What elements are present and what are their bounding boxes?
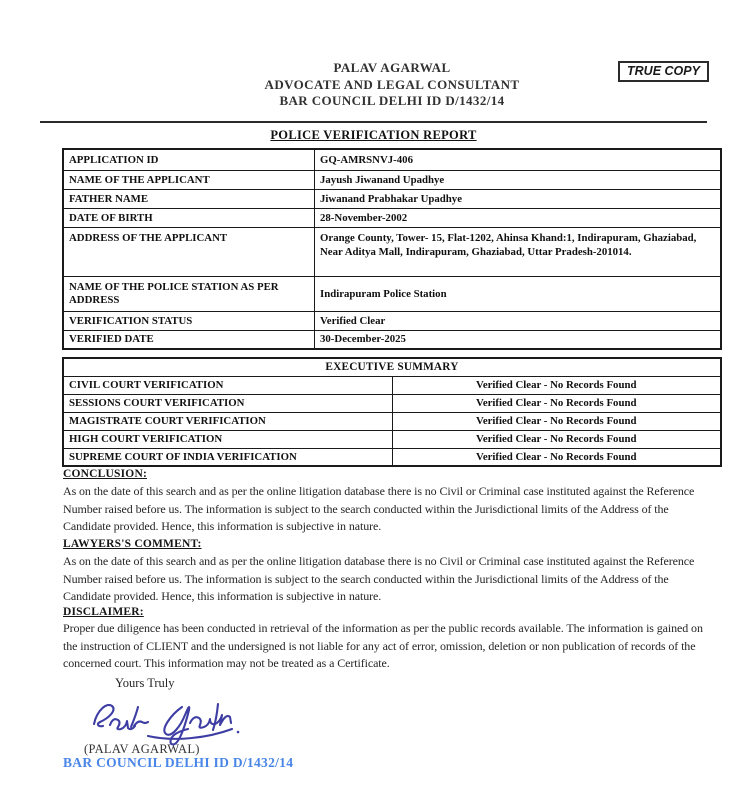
signature-ink-strokes	[90, 696, 258, 748]
signatory-name: (PALAV AGARWAL)	[84, 742, 200, 756]
conclusion-heading: CONCLUSION:	[63, 468, 147, 480]
row-label: DATE OF BIRTH	[63, 208, 315, 227]
row-value: Jayush Jiwanand Upadhye	[315, 170, 722, 189]
row-value: Verified Clear - No Records Found	[392, 376, 721, 394]
table-row	[63, 448, 721, 466]
row-label: SUPREME COURT OF INDIA VERIFICATION	[63, 448, 392, 466]
row-value: Verified Clear	[315, 311, 722, 330]
row-value: Orange County, Tower- 15, Flat-1202, Ahinsa Khand:1, Indirapuram, Ghaziabad, Near Aditya Mall, Indirapuram, Ghaziabad, Uttar Pradesh-201014.	[315, 227, 722, 276]
disclaimer-text: Proper due diligence has been conducted in retrieval of the information as per the public records available. The information is gained on the instruction of CLIENT and the undersigned is not liable for any act of error, omission, deletion or non publication of records of the concerned court. This information may not be treated as a Certificate.	[63, 621, 703, 670]
table-row	[63, 227, 721, 276]
row-label: SESSIONS COURT VERIFICATION	[63, 394, 392, 412]
salutation: Yours Truly	[115, 676, 175, 690]
lawyers-comment-heading: LAWYERS'S COMMENT:	[63, 538, 202, 550]
advocate-name: PALAV AGARWAL	[333, 60, 451, 75]
row-value: Verified Clear - No Records Found	[392, 430, 721, 448]
row-value: Verified Clear - No Records Found	[392, 394, 721, 412]
row-label: APPLICATION ID	[63, 149, 315, 170]
bar-council-id-line: BAR COUNCIL DELHI ID D/1432/14	[63, 755, 294, 770]
row-label: NAME OF THE APPLICANT	[63, 170, 315, 189]
executive-summary-table	[62, 357, 722, 467]
row-value: 30-December-2025	[315, 330, 722, 349]
true-copy-stamp: TRUE COPY	[618, 61, 709, 82]
row-value: Verified Clear - No Records Found	[392, 412, 721, 430]
page-title: POLICE VERIFICATION REPORT	[270, 128, 477, 142]
table-row	[63, 149, 721, 170]
table-row	[63, 376, 721, 394]
row-label: MAGISTRATE COURT VERIFICATION	[63, 412, 392, 430]
table-row	[63, 430, 721, 448]
row-label: ADDRESS OF THE APPLICANT	[63, 227, 315, 276]
row-label: CIVIL COURT VERIFICATION	[63, 376, 392, 394]
conclusion-text: As on the date of this search and as per the online litigation database there is no Civil or Criminal case instituted against the Reference Number raised before us. The information is subject to the search conducted within the Jurisdictional limits of the Address of the Candidate provided. Hence, this information is subjective in nature.	[63, 484, 695, 533]
table-row	[63, 394, 721, 412]
advocate-bar-id: BAR COUNCIL DELHI ID D/1432/14	[279, 93, 505, 108]
executive-summary-header-row	[63, 358, 721, 376]
row-label: NAME OF THE POLICE STATION AS PER ADDRESS	[63, 276, 315, 311]
table-row	[63, 276, 721, 311]
row-value: GQ-AMRSNVJ-406	[315, 149, 722, 170]
applicant-details-table	[62, 148, 722, 350]
row-label: VERIFIED DATE	[63, 330, 315, 349]
advocate-subtitle: ADVOCATE AND LEGAL CONSULTANT	[264, 76, 520, 92]
table-row	[63, 170, 721, 189]
row-label: VERIFICATION STATUS	[63, 311, 315, 330]
table-row	[63, 311, 721, 330]
row-label: FATHER NAME	[63, 189, 315, 208]
row-value: Jiwanand Prabhakar Upadhye	[315, 189, 722, 208]
row-value: Verified Clear - No Records Found	[392, 448, 721, 466]
table-row	[63, 412, 721, 430]
header-divider	[40, 121, 707, 123]
table-row	[63, 208, 721, 227]
table-row	[63, 330, 721, 349]
row-value: Indirapuram Police Station	[315, 276, 722, 311]
lawyers-comment-text: As on the date of this search and as per the online litigation database there is no Civil or Criminal case instituted against the Reference Number raised before us. The information is subject to the search conducted within the Jurisdictional limits of the Address of the Candidate provided. Hence, this information is subjective in nature.	[63, 554, 695, 603]
disclaimer-heading: DISCLAIMER:	[63, 606, 144, 618]
executive-summary-title: EXECUTIVE SUMMARY	[63, 358, 721, 376]
table-row	[63, 189, 721, 208]
row-label: HIGH COURT VERIFICATION	[63, 430, 392, 448]
row-value: 28-November-2002	[315, 208, 722, 227]
